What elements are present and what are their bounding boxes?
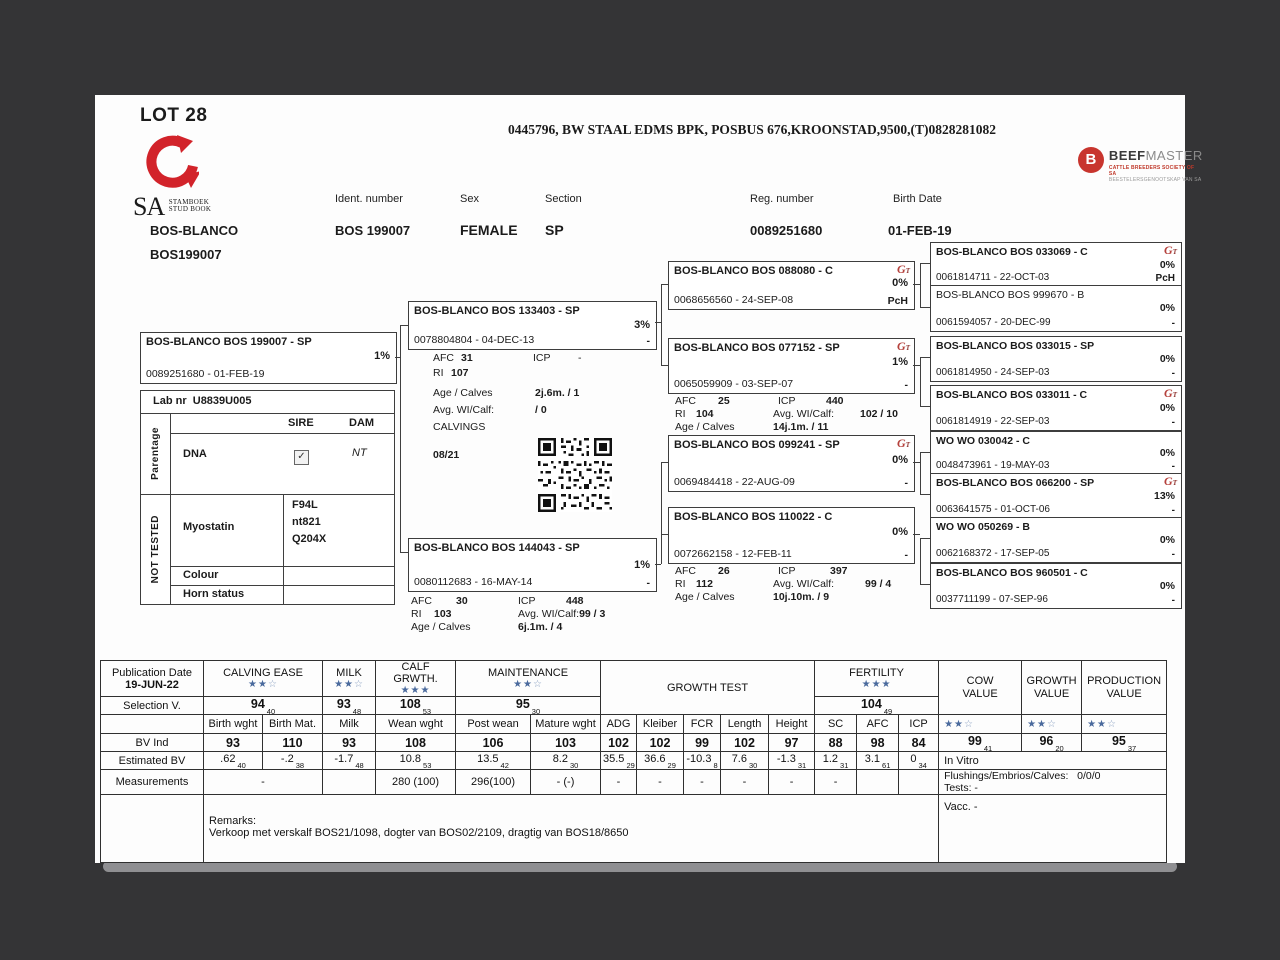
- pedigree-box-dams-sire: [668, 435, 915, 492]
- lab-nr-value: U8839U005: [192, 395, 252, 407]
- growth-value-rating-stars: ★★☆: [1022, 715, 1082, 734]
- fertility-rating-stars: ★★★: [861, 679, 892, 690]
- merit-icon: GT: [1164, 386, 1177, 400]
- flushings-cell: [939, 770, 1167, 795]
- meas-cell: [899, 770, 939, 795]
- production-value-header: PRODUCTION VALUE: [1082, 661, 1167, 715]
- est-cell: 35.5 $_{29}$: [601, 752, 637, 770]
- ancestor-title: BOS-BLANCO BOS 033011 - C: [936, 389, 1088, 401]
- col-header: Birth wght: [204, 715, 263, 734]
- merit-icon: GT: [897, 262, 910, 276]
- meas-cell: -: [204, 770, 323, 795]
- cow-value-rating-stars: ★★☆: [939, 715, 1022, 734]
- ancestor-id: 0061814919 - 22-SEP-03: [936, 416, 1050, 427]
- meas-cell: [323, 770, 376, 795]
- ancestor-extra: -: [1171, 461, 1175, 472]
- myostatin-label: Myostatin: [183, 521, 235, 533]
- estimated-bv-label: Estimated BV: [101, 752, 204, 770]
- ancestor-pct: 13%: [1153, 490, 1175, 502]
- lot-number: LOT 28: [140, 105, 208, 126]
- gen2-id: 0069484418 - 22-AUG-09: [674, 476, 795, 488]
- beefmaster-logo: [1078, 147, 1203, 183]
- dam-id: 0080112683 - 16-MAY-14: [414, 576, 533, 588]
- ancestor-pct: 0%: [1159, 259, 1175, 271]
- col-header: AFC: [857, 715, 899, 734]
- sa-line2: STUD BOOK: [168, 205, 212, 213]
- cow-value: 99 $_{41}$: [939, 734, 1022, 752]
- parentage-table: [140, 390, 395, 605]
- ancestor-extra: PcH: [1155, 273, 1175, 284]
- col-header: Kleiber: [637, 715, 684, 734]
- gen2-id: 0065059909 - 03-SEP-07: [674, 378, 794, 390]
- sire-column-header: SIRE: [288, 417, 314, 429]
- publication-date-value: 19-JUN-22: [125, 678, 179, 691]
- bv-cell: 88: [815, 734, 857, 752]
- ancestor-extra: -: [1171, 549, 1175, 560]
- publication-date-cell: [101, 661, 204, 697]
- ancestor-box-2: [930, 285, 1182, 332]
- group-fertility: FERTILITY ★★★: [815, 661, 939, 697]
- col-header: Mature wght: [531, 715, 601, 734]
- blank-cell: [101, 795, 204, 863]
- myostatin-value-1: F94L: [292, 499, 318, 511]
- sire-stats: AFC 31 ICP - RI 107 Age / Calves 2j.6m. / 1 Avg. WI/Calf: / 0 CALVINGS 08/21: [433, 352, 582, 461]
- vacc-cell: [939, 795, 1167, 863]
- ancestor-title: BOS-BLANCO BOS 999670 - B: [936, 289, 1085, 301]
- ancestor-extra: -: [1171, 318, 1175, 329]
- in-vitro-label: In Vitro: [939, 752, 1167, 770]
- est-cell: 10.8 $_{53}$: [376, 752, 456, 770]
- bv-cell: 97: [769, 734, 815, 752]
- bv-cell: 99: [684, 734, 721, 752]
- group-growth-test: GROWTH TEST: [601, 661, 815, 715]
- group-maintenance: MAINTENANCE ★★☆: [456, 661, 601, 697]
- ancestor-pct: 0%: [1159, 302, 1175, 314]
- dam-stats: AFC 30 ICP 448 RI 103 Avg. WI/Calf: 99 / 3 Age / Calves 6j.1m. / 4: [411, 595, 606, 633]
- gen2-title: BOS-BLANCO BOS 110022 - C: [674, 511, 833, 523]
- reg-number-label: Reg. number: [750, 193, 814, 205]
- remarks-text: Verkoop met verskalf BOS21/1098, dogter van BOS02/2109, dragtig van BOS18/8650: [209, 827, 629, 839]
- col-header: Birth Mat.: [263, 715, 323, 734]
- sv-calf: 108 $_{53}$: [376, 697, 456, 715]
- vacc-value: Vacc. -: [944, 801, 978, 813]
- bv-ind-label: BV Ind: [101, 734, 204, 752]
- col-header: Post wean: [456, 715, 531, 734]
- beefmaster-beef: BEEF: [1108, 148, 1146, 163]
- meas-cell: -: [769, 770, 815, 795]
- colour-label: Colour: [183, 569, 219, 581]
- sires-dam-stats: AFC 25 ICP 440 RI 104 Avg. WI/Calf: 102 / 10 Age / Calves 14j.1m. / 11: [675, 395, 898, 433]
- bv-cell: 102: [721, 734, 769, 752]
- myostatin-value-2: nt821: [292, 516, 321, 528]
- sv-maintenance: 95 $_{30}$: [456, 697, 601, 715]
- ancestor-title: BOS-BLANCO BOS 066200 - SP: [936, 477, 1095, 489]
- dam-inbreeding-pct: 1%: [634, 559, 650, 571]
- remarks-label: Remarks:: [209, 815, 257, 827]
- remarks-cell: [204, 795, 939, 863]
- bv-cell: 98: [857, 734, 899, 752]
- col-header: Milk: [323, 715, 376, 734]
- ancestor-extra: -: [1171, 417, 1175, 428]
- merit-icon: GT: [897, 339, 910, 353]
- sv-fertility: 104 $_{49}$: [815, 697, 939, 715]
- ancestor-id: 0063641575 - 01-OCT-06: [936, 504, 1050, 515]
- sire-title: BOS-BLANCO BOS 133403 - SP: [414, 305, 580, 317]
- section-label: Section: [545, 193, 582, 205]
- col-header: Length: [721, 715, 769, 734]
- col-header: Height: [769, 715, 815, 734]
- gen2-extra: -: [904, 477, 908, 489]
- calving-ease-rating-stars: ★★☆: [248, 679, 278, 690]
- bv-cell: 84: [899, 734, 939, 752]
- lab-nr-label: Lab nr: [153, 395, 187, 407]
- beefmaster-master: MASTER: [1145, 148, 1203, 163]
- gen2-extra: -: [904, 379, 908, 391]
- gen2-pct: 0%: [892, 277, 908, 289]
- animal-name: BOS-BLANCO: [150, 223, 239, 238]
- milk-rating-stars: ★★☆: [334, 679, 364, 690]
- sv-calving: 94 $_{40}$: [204, 697, 323, 715]
- col-header: SC: [815, 715, 857, 734]
- blank-cell: [101, 715, 204, 734]
- tests-value: Tests: -: [944, 782, 978, 794]
- bv-cell: 102: [601, 734, 637, 752]
- bv-cell: 110: [263, 734, 323, 752]
- sire-id: 0078804804 - 04-DEC-13: [414, 334, 535, 346]
- est-cell: -10.3 $_8$: [684, 752, 721, 770]
- ancestor-pct: 0%: [1159, 447, 1175, 459]
- est-cell: -1.7 $_{48}$: [323, 752, 376, 770]
- dam-column-header: DAM: [349, 417, 375, 429]
- calf-growth-rating-stars: ★★★: [400, 685, 431, 696]
- subject-title: BOS-BLANCO BOS 199007 - SP: [146, 336, 312, 348]
- sa-text: SA: [133, 192, 165, 221]
- meas-cell: 296(100): [456, 770, 531, 795]
- est-cell: 1.2 $_{31}$: [815, 752, 857, 770]
- ancestor-box-8: [930, 563, 1182, 609]
- gen2-pct: 1%: [892, 356, 908, 368]
- col-header: FCR: [684, 715, 721, 734]
- subject-id: 0089251680 - 01-FEB-19: [146, 368, 265, 380]
- birth-date-label: Birth Date: [893, 193, 942, 205]
- ancestor-box-4: [930, 385, 1182, 431]
- meas-cell: -: [815, 770, 857, 795]
- est-cell: 8.2 $_{30}$: [531, 752, 601, 770]
- group-calving-ease: CALVING EASE ★★☆: [204, 661, 323, 697]
- myostatin-values: [292, 497, 326, 548]
- merit-icon: GT: [1164, 243, 1177, 257]
- sa-studbook-wordmark: [133, 192, 211, 222]
- birth-date-value: 01-FEB-19: [888, 223, 952, 238]
- est-cell: 7.6 $_{30}$: [721, 752, 769, 770]
- est-cell: -1.3 $_{31}$: [769, 752, 815, 770]
- ident-number-label: Ident. number: [335, 193, 403, 205]
- dna-sire-checked-checkbox-icon: ✓: [294, 446, 309, 465]
- beefmaster-icon: B: [1078, 147, 1104, 173]
- bv-cell: 93: [323, 734, 376, 752]
- gen2-extra: -: [904, 549, 908, 561]
- ancestor-id: 0062168372 - 17-SEP-05: [936, 548, 1050, 559]
- measurements-label: Measurements: [101, 770, 204, 795]
- col-header: Wean wght: [376, 715, 456, 734]
- pedigree-box-sire: [408, 301, 657, 350]
- section-value: SP: [545, 222, 564, 238]
- gen2-title: BOS-BLANCO BOS 077152 - SP: [674, 342, 840, 354]
- gen2-id: 0072662158 - 12-FEB-11: [674, 548, 792, 560]
- gen2-id: 0068656560 - 24-SEP-08: [674, 294, 794, 306]
- ancestor-id: 0048473961 - 19-MAY-03: [936, 460, 1050, 471]
- dam-extra: -: [646, 577, 650, 589]
- est-cell: 0 $_{34}$: [899, 752, 939, 770]
- lab-nr: [153, 395, 251, 407]
- sa-line1: STAMBOEK: [168, 198, 210, 206]
- ebv-table: [100, 660, 1167, 863]
- sex-label: Sex: [460, 193, 479, 205]
- dams-dam-stats: AFC 26 ICP 397 RI 112 Avg. WI/Calf: 99 / 4 Age / Calves 10j.10m. / 9: [675, 565, 892, 603]
- ancestor-pct: 0%: [1159, 580, 1175, 592]
- sa-studbook-icon: [141, 133, 199, 193]
- col-header: ICP: [899, 715, 939, 734]
- meas-cell: -: [637, 770, 684, 795]
- qr-code: [538, 438, 612, 512]
- publication-date-label: Publication Date: [111, 666, 193, 679]
- ancestor-box-7: [930, 517, 1182, 563]
- ancestor-title: WO WO 030042 - C: [936, 435, 1030, 447]
- ancestor-id: 0061814711 - 22-OCT-03: [936, 272, 1050, 283]
- pedigree-box-sires-dam: [668, 338, 915, 394]
- sire-extra: -: [646, 335, 650, 347]
- sire-inbreeding-pct: 3%: [634, 319, 650, 331]
- meas-cell: 280 (100): [376, 770, 456, 795]
- flushings-value: 0/0/0: [1077, 770, 1101, 782]
- ancestor-pct: 0%: [1159, 534, 1175, 546]
- ancestor-pct: 0%: [1159, 353, 1175, 365]
- ancestor-box-1: [930, 242, 1182, 287]
- dna-dam-value: NT: [352, 447, 367, 459]
- flushings-label: Flushings/Embrios/Calves:: [944, 770, 1069, 782]
- pedigree-box-sires-sire: [668, 261, 915, 310]
- document-page: [95, 95, 1203, 863]
- merit-icon: GT: [897, 436, 910, 450]
- ancestor-extra: -: [1171, 595, 1175, 606]
- not-tested-vertical-label: NOT TESTED: [150, 514, 161, 584]
- growth-value: 96 $_{20}$: [1022, 734, 1082, 752]
- est-cell: 13.5 $_{42}$: [456, 752, 531, 770]
- cow-value-header: COW VALUE: [939, 661, 1022, 715]
- est-cell: .62 $_{40}$: [204, 752, 263, 770]
- breeder-address-line: 0445796, BW STAAL EDMS BPK, POSBUS 676,KROONSTAD,9500,(T)0828281082: [508, 122, 996, 137]
- est-cell: -.2 $_{38}$: [263, 752, 323, 770]
- subject-inbreeding-pct: 1%: [374, 350, 390, 362]
- growth-value-header: GROWTH VALUE: [1022, 661, 1082, 715]
- horn-status-label: Horn status: [183, 588, 245, 600]
- gen2-pct: 0%: [892, 454, 908, 466]
- meas-cell: -: [601, 770, 637, 795]
- ancestor-box-5: [930, 431, 1182, 475]
- ancestor-box-6: [930, 473, 1182, 519]
- group-calf-growth: CALF GRWTH. ★★★: [376, 661, 456, 697]
- ancestor-id: 0061814950 - 24-SEP-03: [936, 367, 1050, 378]
- ancestor-id: 0061594057 - 20-DEC-99: [936, 317, 1051, 328]
- gen2-pct: 0%: [892, 526, 908, 538]
- est-cell: 36.6 $_{29}$: [637, 752, 684, 770]
- bv-cell: 106: [456, 734, 531, 752]
- beefmaster-tagline1: CATTLE BREEDERS SOCIETY OF SA: [1108, 165, 1195, 177]
- ancestor-extra: -: [1171, 505, 1175, 516]
- bv-cell: 93: [204, 734, 263, 752]
- col-header: ADG: [601, 715, 637, 734]
- bv-cell: 103: [531, 734, 601, 752]
- bv-cell: 108: [376, 734, 456, 752]
- meas-cell: [857, 770, 899, 795]
- dam-title: BOS-BLANCO BOS 144043 - SP: [414, 542, 580, 554]
- production-value: 95 $_{37}$: [1082, 734, 1167, 752]
- meas-cell: - (-): [531, 770, 601, 795]
- production-value-rating-stars: ★★☆: [1082, 715, 1167, 734]
- sex-value: FEMALE: [460, 222, 518, 238]
- pedigree-box-dam: [408, 538, 657, 592]
- ident-number-value: BOS 199007: [335, 223, 411, 238]
- ancestor-extra: -: [1171, 368, 1175, 379]
- animal-name-id: BOS199007: [150, 247, 222, 262]
- dna-row-label: DNA: [183, 448, 207, 460]
- ancestor-title: BOS-BLANCO BOS 033015 - SP: [936, 340, 1095, 352]
- beefmaster-tagline2: BEESTELERSGENOOTSKAP VAN SA: [1108, 177, 1202, 183]
- ancestor-title: BOS-BLANCO BOS 033069 - C: [936, 246, 1088, 258]
- merit-icon: GT: [1164, 474, 1177, 488]
- parentage-vertical-label: Parentage: [150, 427, 161, 480]
- gen2-title: BOS-BLANCO BOS 088080 - C: [674, 265, 833, 277]
- maintenance-rating-stars: ★★☆: [513, 679, 543, 690]
- ancestor-box-3: [930, 336, 1182, 382]
- reg-number-value: 0089251680: [750, 223, 823, 238]
- est-cell: 3.1 $_{61}$: [857, 752, 899, 770]
- bv-cell: 102: [637, 734, 684, 752]
- sv-milk: 93 $_{48}$: [323, 697, 376, 715]
- ancestor-title: WO WO 050269 - B: [936, 521, 1030, 533]
- group-milk: MILK ★★☆: [323, 661, 376, 697]
- selection-value-label: Selection V.: [101, 697, 204, 715]
- myostatin-value-3: Q204X: [292, 533, 327, 545]
- ancestor-id: 0037711199 - 07-SEP-96: [936, 594, 1048, 605]
- pedigree-box-dams-dam: [668, 507, 915, 564]
- ancestor-title: BOS-BLANCO BOS 960501 - C: [936, 567, 1088, 579]
- pedigree-box-subject: [140, 332, 397, 384]
- meas-cell: -: [684, 770, 721, 795]
- ancestor-pct: 0%: [1159, 402, 1175, 414]
- gen2-title: BOS-BLANCO BOS 099241 - SP: [674, 439, 840, 451]
- meas-cell: -: [721, 770, 769, 795]
- gen2-extra: PcH: [887, 295, 908, 307]
